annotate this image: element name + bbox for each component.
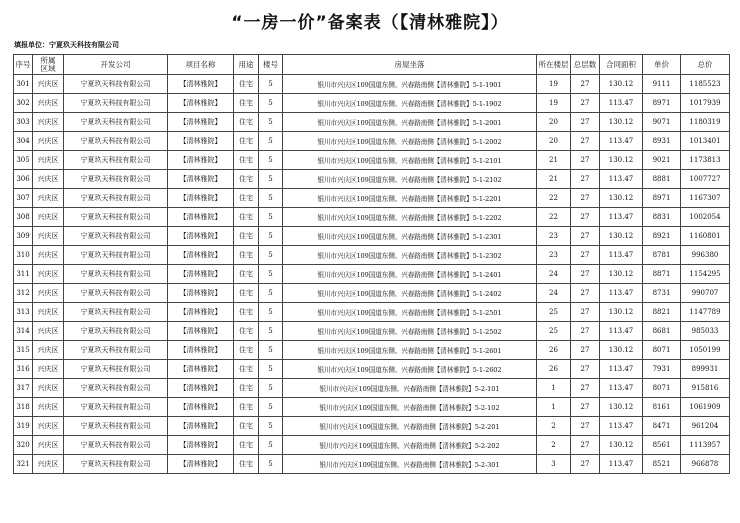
cell-unit-price: 8731: [643, 284, 681, 303]
cell-unit-price: 8071: [643, 341, 681, 360]
cell-area: 130.12: [600, 75, 643, 94]
table-row: [14, 151, 730, 170]
cell-project: 【清林雅院】: [168, 341, 234, 360]
cell-building: 5: [259, 132, 283, 151]
cell-usage: 住宅: [234, 341, 259, 360]
cell-developer: 宁夏玖天科技有限公司: [64, 265, 168, 284]
cell-floor: 3: [537, 455, 571, 474]
cell-usage: 住宅: [234, 170, 259, 189]
cell-area: 113.47: [600, 417, 643, 436]
cell-usage: 住宅: [234, 246, 259, 265]
table-row: [14, 341, 730, 360]
header-total-price: 总价: [681, 55, 730, 75]
cell-usage: 住宅: [234, 151, 259, 170]
cell-area: 113.47: [600, 246, 643, 265]
cell-district: 兴庆区: [33, 113, 64, 132]
cell-address: 银川市兴庆区109国道东侧、兴春路南侧【清林雅院】5-1-1902: [283, 94, 537, 113]
cell-developer: 宁夏玖天科技有限公司: [64, 151, 168, 170]
cell-area: 130.12: [600, 436, 643, 455]
cell-area: 113.47: [600, 170, 643, 189]
cell-address: 银川市兴庆区109国道东侧、兴春路南侧【清林雅院】5-2-102: [283, 398, 537, 417]
table-row: [14, 322, 730, 341]
cell-developer: 宁夏玖天科技有限公司: [64, 417, 168, 436]
cell-district: 兴庆区: [33, 227, 64, 246]
cell-address: 银川市兴庆区109国道东侧、兴春路南侧【清林雅院】5-1-2602: [283, 360, 537, 379]
cell-district: 兴庆区: [33, 322, 64, 341]
cell-area: 130.12: [600, 265, 643, 284]
cell-total-price: 1185523: [681, 75, 730, 94]
cell-district: 兴庆区: [33, 341, 64, 360]
cell-district: 兴庆区: [33, 284, 64, 303]
header-usage: 用途: [234, 55, 259, 75]
cell-total-price: 990707: [681, 284, 730, 303]
cell-usage: 住宅: [234, 436, 259, 455]
cell-area: 113.47: [600, 379, 643, 398]
cell-total-price: 1160801: [681, 227, 730, 246]
cell-floor: 2: [537, 436, 571, 455]
cell-area: 113.47: [600, 322, 643, 341]
cell-floor: 26: [537, 341, 571, 360]
cell-address: 银川市兴庆区109国道东侧、兴春路南侧【清林雅院】5-1-2401: [283, 265, 537, 284]
cell-building: 5: [259, 322, 283, 341]
reporting-unit-label: 填报单位：宁夏玖天科技有限公司: [14, 41, 119, 49]
cell-index: 309: [14, 227, 33, 246]
cell-usage: 住宅: [234, 189, 259, 208]
header-building: 楼号: [259, 55, 283, 75]
cell-usage: 住宅: [234, 303, 259, 322]
cell-building: 5: [259, 379, 283, 398]
filing-table: [13, 54, 730, 474]
cell-building: 5: [259, 436, 283, 455]
cell-unit-price: 8821: [643, 303, 681, 322]
cell-floor: 19: [537, 94, 571, 113]
cell-floor: 1: [537, 398, 571, 417]
cell-index: 305: [14, 151, 33, 170]
cell-developer: 宁夏玖天科技有限公司: [64, 246, 168, 265]
cell-index: 302: [14, 94, 33, 113]
cell-project: 【清林雅院】: [168, 113, 234, 132]
cell-index: 313: [14, 303, 33, 322]
cell-total-price: 1173813: [681, 151, 730, 170]
cell-district: 兴庆区: [33, 379, 64, 398]
cell-district: 兴庆区: [33, 303, 64, 322]
header-address: 房屋坐落: [283, 55, 537, 75]
cell-usage: 住宅: [234, 132, 259, 151]
cell-floor: 1: [537, 379, 571, 398]
cell-developer: 宁夏玖天科技有限公司: [64, 227, 168, 246]
cell-unit-price: 8881: [643, 170, 681, 189]
cell-project: 【清林雅院】: [168, 189, 234, 208]
cell-index: 310: [14, 246, 33, 265]
cell-floor: 22: [537, 189, 571, 208]
cell-total-floors: 27: [571, 303, 600, 322]
cell-usage: 住宅: [234, 75, 259, 94]
cell-developer: 宁夏玖天科技有限公司: [64, 75, 168, 94]
cell-project: 【清林雅院】: [168, 322, 234, 341]
cell-floor: 20: [537, 132, 571, 151]
cell-unit-price: 8971: [643, 94, 681, 113]
cell-usage: 住宅: [234, 379, 259, 398]
cell-project: 【清林雅院】: [168, 360, 234, 379]
cell-total-floors: 27: [571, 455, 600, 474]
table-row: [14, 94, 730, 113]
cell-total-floors: 27: [571, 360, 600, 379]
cell-district: 兴庆区: [33, 132, 64, 151]
cell-index: 303: [14, 113, 33, 132]
table-row: [14, 227, 730, 246]
cell-area: 130.12: [600, 303, 643, 322]
cell-developer: 宁夏玖天科技有限公司: [64, 303, 168, 322]
cell-unit-price: 8471: [643, 417, 681, 436]
cell-index: 318: [14, 398, 33, 417]
table-row: [14, 189, 730, 208]
cell-total-price: 1013401: [681, 132, 730, 151]
cell-floor: 24: [537, 284, 571, 303]
header-district: 所属 区域: [33, 55, 64, 75]
cell-floor: 21: [537, 170, 571, 189]
cell-address: 银川市兴庆区109国道东侧、兴春路南侧【清林雅院】5-1-2501: [283, 303, 537, 322]
cell-developer: 宁夏玖天科技有限公司: [64, 322, 168, 341]
cell-building: 5: [259, 455, 283, 474]
cell-usage: 住宅: [234, 360, 259, 379]
cell-building: 5: [259, 113, 283, 132]
cell-project: 【清林雅院】: [168, 398, 234, 417]
cell-area: 113.47: [600, 284, 643, 303]
header-floor: 所在楼层: [537, 55, 571, 75]
cell-floor: 25: [537, 322, 571, 341]
header-unit-price: 单价: [643, 55, 681, 75]
cell-developer: 宁夏玖天科技有限公司: [64, 455, 168, 474]
cell-developer: 宁夏玖天科技有限公司: [64, 360, 168, 379]
cell-address: 银川市兴庆区109国道东侧、兴春路南侧【清林雅院】5-1-2102: [283, 170, 537, 189]
cell-total-price: 985033: [681, 322, 730, 341]
table-header-row: [14, 55, 730, 75]
cell-index: 320: [14, 436, 33, 455]
cell-usage: 住宅: [234, 284, 259, 303]
cell-total-price: 1180319: [681, 113, 730, 132]
cell-district: 兴庆区: [33, 75, 64, 94]
cell-address: 银川市兴庆区109国道东侧、兴春路南侧【清林雅院】5-1-2002: [283, 132, 537, 151]
cell-developer: 宁夏玖天科技有限公司: [64, 436, 168, 455]
cell-unit-price: 8161: [643, 398, 681, 417]
cell-area: 113.47: [600, 94, 643, 113]
table-row: [14, 265, 730, 284]
cell-index: 312: [14, 284, 33, 303]
cell-area: 113.47: [600, 455, 643, 474]
cell-total-floors: 27: [571, 398, 600, 417]
cell-total-price: 1050199: [681, 341, 730, 360]
cell-project: 【清林雅院】: [168, 227, 234, 246]
cell-index: 308: [14, 208, 33, 227]
cell-total-price: 1002054: [681, 208, 730, 227]
table-row: [14, 170, 730, 189]
cell-unit-price: 8931: [643, 132, 681, 151]
cell-developer: 宁夏玖天科技有限公司: [64, 208, 168, 227]
cell-district: 兴庆区: [33, 189, 64, 208]
cell-total-floors: 27: [571, 170, 600, 189]
table-row: [14, 379, 730, 398]
cell-building: 5: [259, 303, 283, 322]
cell-total-price: 1061909: [681, 398, 730, 417]
header-index: 序号: [14, 55, 33, 75]
cell-project: 【清林雅院】: [168, 246, 234, 265]
cell-area: 113.47: [600, 208, 643, 227]
cell-address: 银川市兴庆区109国道东侧、兴春路南侧【清林雅院】5-1-2301: [283, 227, 537, 246]
cell-building: 5: [259, 284, 283, 303]
cell-district: 兴庆区: [33, 455, 64, 474]
cell-floor: 23: [537, 227, 571, 246]
table-row: [14, 75, 730, 94]
cell-usage: 住宅: [234, 398, 259, 417]
cell-usage: 住宅: [234, 265, 259, 284]
cell-developer: 宁夏玖天科技有限公司: [64, 189, 168, 208]
cell-developer: 宁夏玖天科技有限公司: [64, 284, 168, 303]
table-row: [14, 284, 730, 303]
cell-total-price: 966878: [681, 455, 730, 474]
cell-floor: 25: [537, 303, 571, 322]
cell-floor: 20: [537, 113, 571, 132]
cell-area: 130.12: [600, 398, 643, 417]
cell-developer: 宁夏玖天科技有限公司: [64, 132, 168, 151]
cell-building: 5: [259, 227, 283, 246]
cell-district: 兴庆区: [33, 360, 64, 379]
table-row: [14, 398, 730, 417]
cell-address: 银川市兴庆区109国道东侧、兴春路南侧【清林雅院】5-1-2302: [283, 246, 537, 265]
cell-usage: 住宅: [234, 417, 259, 436]
cell-floor: 2: [537, 417, 571, 436]
table-row: [14, 246, 730, 265]
header-project: 项目名称: [168, 55, 234, 75]
cell-total-price: 1167307: [681, 189, 730, 208]
cell-unit-price: 9071: [643, 113, 681, 132]
cell-building: 5: [259, 417, 283, 436]
cell-developer: 宁夏玖天科技有限公司: [64, 170, 168, 189]
cell-project: 【清林雅院】: [168, 303, 234, 322]
cell-district: 兴庆区: [33, 208, 64, 227]
cell-index: 301: [14, 75, 33, 94]
cell-address: 银川市兴庆区109国道东侧、兴春路南侧【清林雅院】5-2-301: [283, 455, 537, 474]
cell-total-floors: 27: [571, 417, 600, 436]
cell-building: 5: [259, 75, 283, 94]
cell-building: 5: [259, 94, 283, 113]
table-row: [14, 360, 730, 379]
cell-unit-price: 8971: [643, 189, 681, 208]
cell-index: 311: [14, 265, 33, 284]
cell-index: 314: [14, 322, 33, 341]
cell-unit-price: 8921: [643, 227, 681, 246]
cell-unit-price: 8681: [643, 322, 681, 341]
cell-total-floors: 27: [571, 151, 600, 170]
table-row: [14, 132, 730, 151]
cell-total-price: 1017939: [681, 94, 730, 113]
cell-usage: 住宅: [234, 455, 259, 474]
cell-floor: 23: [537, 246, 571, 265]
cell-area: 113.47: [600, 132, 643, 151]
cell-floor: 22: [537, 208, 571, 227]
cell-total-floors: 27: [571, 246, 600, 265]
cell-floor: 19: [537, 75, 571, 94]
cell-floor: 26: [537, 360, 571, 379]
cell-district: 兴庆区: [33, 151, 64, 170]
cell-area: 113.47: [600, 360, 643, 379]
cell-total-floors: 27: [571, 341, 600, 360]
cell-address: 银川市兴庆区109国道东侧、兴春路南侧【清林雅院】5-1-2502: [283, 322, 537, 341]
cell-usage: 住宅: [234, 322, 259, 341]
cell-total-floors: 27: [571, 227, 600, 246]
cell-total-floors: 27: [571, 189, 600, 208]
cell-area: 130.12: [600, 341, 643, 360]
cell-project: 【清林雅院】: [168, 436, 234, 455]
cell-address: 银川市兴庆区109国道东侧、兴春路南侧【清林雅院】5-1-2101: [283, 151, 537, 170]
cell-developer: 宁夏玖天科技有限公司: [64, 94, 168, 113]
table-row: [14, 113, 730, 132]
cell-area: 130.12: [600, 227, 643, 246]
table-row: [14, 208, 730, 227]
cell-total-floors: 27: [571, 113, 600, 132]
cell-floor: 24: [537, 265, 571, 284]
cell-total-price: 1147789: [681, 303, 730, 322]
table-row: [14, 455, 730, 474]
cell-building: 5: [259, 265, 283, 284]
cell-index: 319: [14, 417, 33, 436]
cell-building: 5: [259, 341, 283, 360]
cell-building: 5: [259, 170, 283, 189]
cell-total-price: 899931: [681, 360, 730, 379]
cell-district: 兴庆区: [33, 398, 64, 417]
cell-total-floors: 27: [571, 265, 600, 284]
cell-project: 【清林雅院】: [168, 265, 234, 284]
cell-total-floors: 27: [571, 436, 600, 455]
cell-developer: 宁夏玖天科技有限公司: [64, 341, 168, 360]
cell-unit-price: 7931: [643, 360, 681, 379]
cell-project: 【清林雅院】: [168, 75, 234, 94]
cell-project: 【清林雅院】: [168, 170, 234, 189]
header-total-floors: 总层数: [571, 55, 600, 75]
cell-total-price: 996380: [681, 246, 730, 265]
cell-usage: 住宅: [234, 94, 259, 113]
cell-index: 315: [14, 341, 33, 360]
cell-building: 5: [259, 151, 283, 170]
cell-area: 130.12: [600, 151, 643, 170]
cell-unit-price: 8871: [643, 265, 681, 284]
document-title: “一房一价”备案表（【清林雅院】）: [231, 13, 509, 33]
cell-total-price: 1113957: [681, 436, 730, 455]
cell-unit-price: 8561: [643, 436, 681, 455]
cell-unit-price: 9021: [643, 151, 681, 170]
cell-address: 银川市兴庆区109国道东侧、兴春路南侧【清林雅院】5-1-2601: [283, 341, 537, 360]
cell-index: 316: [14, 360, 33, 379]
cell-building: 5: [259, 360, 283, 379]
cell-address: 银川市兴庆区109国道东侧、兴春路南侧【清林雅院】5-1-2201: [283, 189, 537, 208]
cell-total-price: 1007727: [681, 170, 730, 189]
cell-total-floors: 27: [571, 75, 600, 94]
cell-usage: 住宅: [234, 227, 259, 246]
cell-unit-price: 9111: [643, 75, 681, 94]
cell-project: 【清林雅院】: [168, 208, 234, 227]
table-row: [14, 436, 730, 455]
header-developer: 开发公司: [64, 55, 168, 75]
cell-developer: 宁夏玖天科技有限公司: [64, 398, 168, 417]
cell-total-floors: 27: [571, 284, 600, 303]
cell-usage: 住宅: [234, 113, 259, 132]
cell-floor: 21: [537, 151, 571, 170]
cell-building: 5: [259, 208, 283, 227]
cell-project: 【清林雅院】: [168, 132, 234, 151]
cell-total-floors: 27: [571, 94, 600, 113]
cell-index: 306: [14, 170, 33, 189]
cell-project: 【清林雅院】: [168, 151, 234, 170]
cell-area: 130.12: [600, 189, 643, 208]
cell-address: 银川市兴庆区109国道东侧、兴春路南侧【清林雅院】5-1-1901: [283, 75, 537, 94]
cell-district: 兴庆区: [33, 265, 64, 284]
table-body: [14, 75, 730, 474]
cell-address: 银川市兴庆区109国道东侧、兴春路南侧【清林雅院】5-2-101: [283, 379, 537, 398]
cell-address: 银川市兴庆区109国道东侧、兴春路南侧【清林雅院】5-1-2402: [283, 284, 537, 303]
cell-building: 5: [259, 398, 283, 417]
cell-index: 307: [14, 189, 33, 208]
header-area: 合同面积: [600, 55, 643, 75]
cell-unit-price: 8781: [643, 246, 681, 265]
cell-district: 兴庆区: [33, 170, 64, 189]
cell-address: 银川市兴庆区109国道东侧、兴春路南侧【清林雅院】5-2-201: [283, 417, 537, 436]
cell-building: 5: [259, 246, 283, 265]
cell-unit-price: 8071: [643, 379, 681, 398]
cell-total-floors: 27: [571, 132, 600, 151]
cell-district: 兴庆区: [33, 94, 64, 113]
cell-building: 5: [259, 189, 283, 208]
cell-address: 银川市兴庆区109国道东侧、兴春路南侧【清林雅院】5-1-2202: [283, 208, 537, 227]
cell-project: 【清林雅院】: [168, 417, 234, 436]
cell-index: 304: [14, 132, 33, 151]
cell-total-floors: 27: [571, 208, 600, 227]
cell-total-price: 961204: [681, 417, 730, 436]
cell-project: 【清林雅院】: [168, 94, 234, 113]
cell-total-price: 915816: [681, 379, 730, 398]
cell-address: 银川市兴庆区109国道东侧、兴春路南侧【清林雅院】5-2-202: [283, 436, 537, 455]
table-row: [14, 417, 730, 436]
cell-district: 兴庆区: [33, 436, 64, 455]
cell-project: 【清林雅院】: [168, 455, 234, 474]
table-row: [14, 303, 730, 322]
cell-index: 317: [14, 379, 33, 398]
cell-usage: 住宅: [234, 208, 259, 227]
cell-unit-price: 8831: [643, 208, 681, 227]
cell-total-floors: 27: [571, 322, 600, 341]
cell-district: 兴庆区: [33, 246, 64, 265]
cell-developer: 宁夏玖天科技有限公司: [64, 113, 168, 132]
cell-developer: 宁夏玖天科技有限公司: [64, 379, 168, 398]
cell-total-floors: 27: [571, 379, 600, 398]
cell-project: 【清林雅院】: [168, 379, 234, 398]
cell-unit-price: 8521: [643, 455, 681, 474]
cell-address: 银川市兴庆区109国道东侧、兴春路南侧【清林雅院】5-1-2001: [283, 113, 537, 132]
cell-project: 【清林雅院】: [168, 284, 234, 303]
cell-index: 321: [14, 455, 33, 474]
cell-district: 兴庆区: [33, 417, 64, 436]
cell-total-price: 1154295: [681, 265, 730, 284]
cell-area: 130.12: [600, 113, 643, 132]
